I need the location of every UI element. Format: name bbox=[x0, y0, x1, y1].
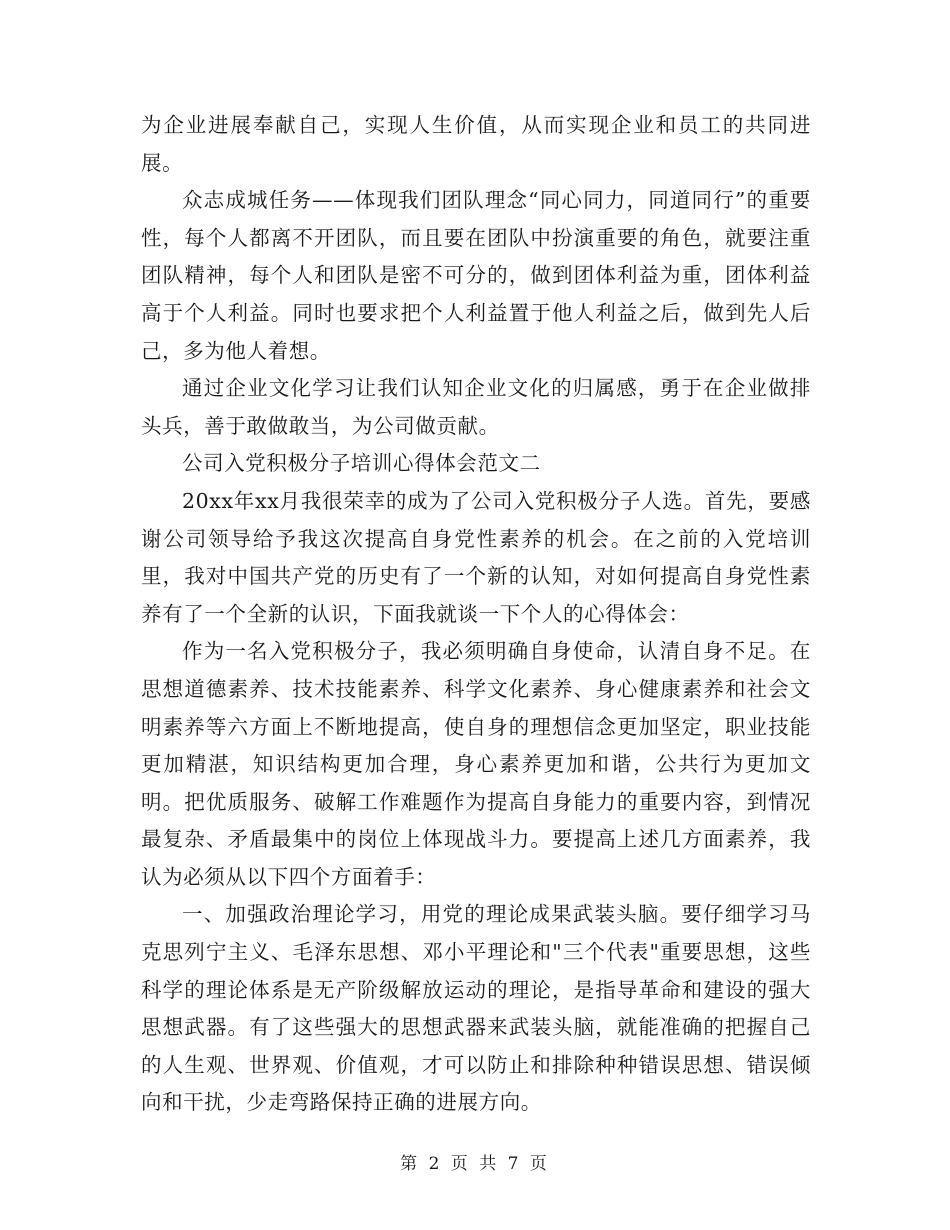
page-number-footer: 第 2 页 共 7 页 bbox=[400, 1154, 550, 1174]
paragraph-mission: 作为一名入党积极分子，我必须明确自身使命，认清自身不足。在思想道德素养、技术技能素养、科学文化素养、身心健康素养和社会文明素养等六方面上不断地提高，使自身的理想信念更加坚定，职业技能更加精湛，知识结构更加合理，身心素养更加和谐，公共行为更加文明。把优质服务、破解工作难题作为提高自身能力的重要内容，到情况最复杂、矛盾最集中的岗位上体现战斗力。要提高上述几方面素养，我认为必须从以下四个方面着手： bbox=[141, 639, 811, 889]
paragraph-teamwork: 众志成城任务——体现我们团队理念“同心同力，同道同行”的重要性，每个人都离不开团队，而且要在团队中扮演重要的角色，就要注重团队精神，每个人和团队是密不可分的，做到团体利益为重，团体利益高于个人利益。同时也要求把个人利益置于他人利益之后，做到先人后己，多为他人着想。 bbox=[141, 188, 811, 363]
document-body bbox=[141, 107, 811, 1122]
paragraph-corporate-culture: 通过企业文化学习让我们认知企业文化的归属感，勇于在企业做排头兵，善于敢做敢当，为公司做贡献。 bbox=[141, 376, 811, 438]
paragraph-continuation: 为企业进展奉献自己，实现人生价值，从而实现企业和员工的共同进展。 bbox=[141, 113, 811, 175]
paragraph-introduction: 20xx年xx月我很荣幸的成为了公司入党积极分子人选。首先，要感谢公司领导给予我这次提高自身党性素养的机会。在之前的入党培训里，我对中国共产党的历史有了一个新的认知，对如何提高自身党性素养有了一个全新的认识，下面我就谈一下个人的心得体会： bbox=[141, 488, 811, 626]
paragraph-point-one: 一、加强政治理论学习，用党的理论成果武装头脑。要仔细学习马克思列宁主义、毛泽东思想、邓小平理论和"三个代表"重要思想，这些科学的理论体系是无产阶级解放运动的理论，是指导革命和建设的强大思想武器。有了这些强大的思想武器来武装头脑，就能准确的把握自己的人生观、世界观、价值观，才可以防止和排除种种错误思想、错误倾向和干扰，少走弯路保持正确的进展方向。 bbox=[141, 902, 811, 1115]
section-heading: 公司入党积极分子培训心得体会范文二 bbox=[182, 451, 541, 476]
